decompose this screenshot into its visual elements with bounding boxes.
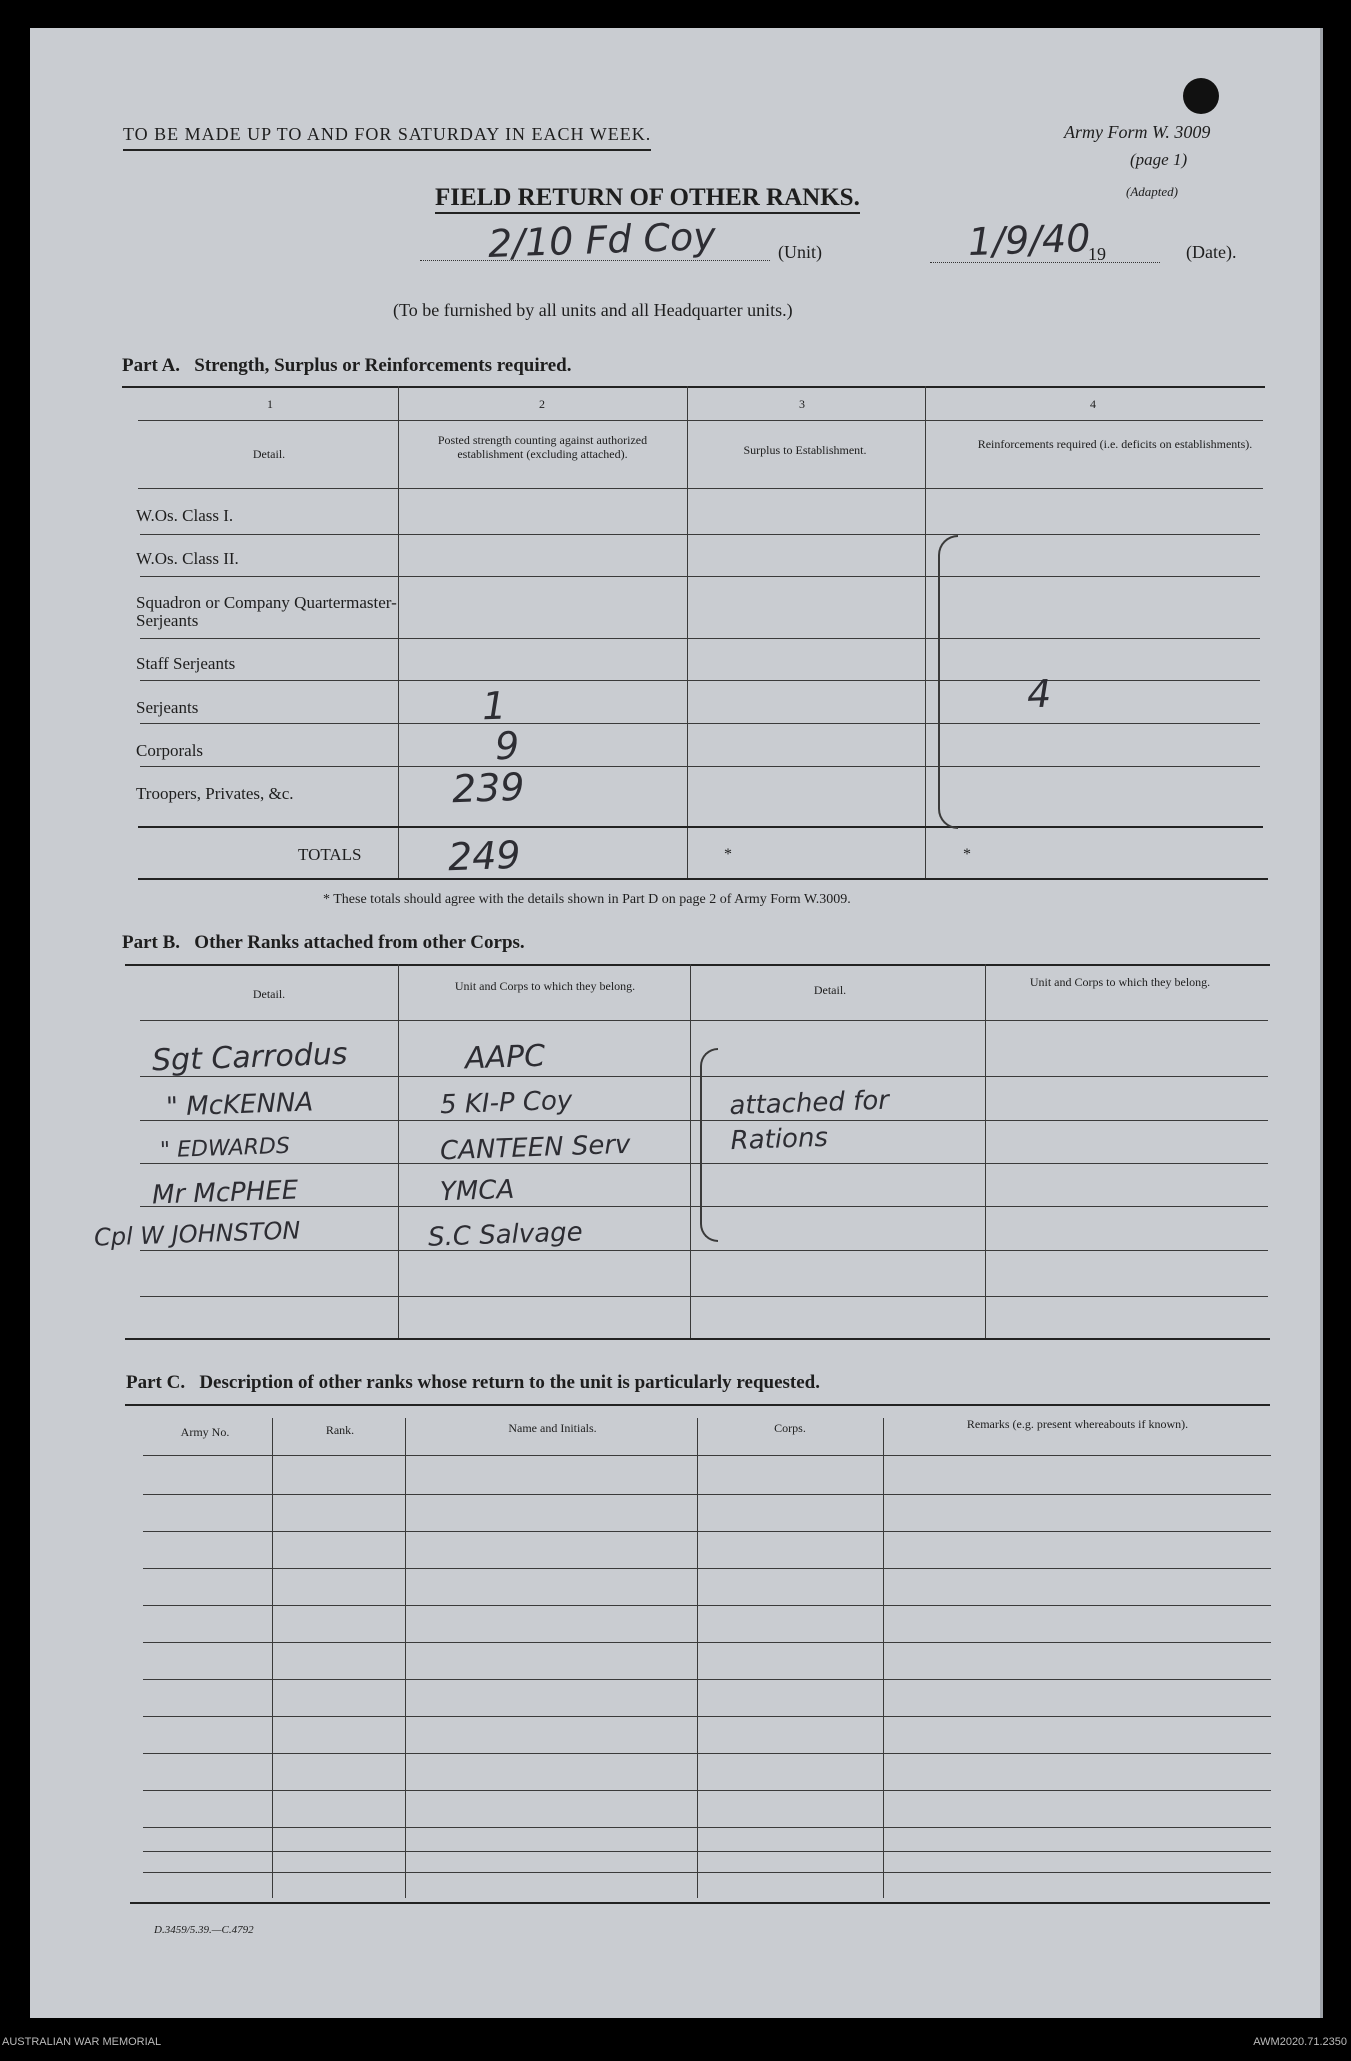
row-rule [143,1872,1271,1873]
col-number-4: 4 [1090,397,1096,411]
attached-detail-1: Sgt Carrodus [151,1036,348,1079]
page-number: (page 1) [1130,150,1188,169]
part-a-divider-1 [398,386,399,878]
part-c-top-rule [125,1404,1270,1406]
unit-label: (Unit) [778,242,822,262]
row-rule [143,1679,1271,1680]
part-b-bottom-rule [125,1338,1270,1340]
part-c-divider-2 [405,1418,406,1898]
part-a-totals-rule [138,826,1263,828]
part-c-divider-3 [697,1418,698,1898]
col-number-rule [138,420,1263,421]
posted-totals: 249 [447,832,522,880]
row-rule [140,1250,1268,1251]
row-rule [143,1753,1271,1754]
part-a-col-posted: Posted strength counting against authorized establishment (excluding attached). [437,433,648,461]
part-b-col-unit-1: Unit and Corps to which they belong. [454,979,636,993]
totals-label: TOTALS [298,845,362,864]
part-a-bottom-rule [138,878,1268,880]
attached-note: attached for Rations [728,1085,890,1157]
row-rule [140,680,1260,681]
row-label-staff-serjeants: Staff Serjeants [136,654,236,673]
part-c-col-corps: Corps. [774,1421,806,1435]
instruction-line: TO BE MADE UP TO AND FOR SATURDAY IN EACH WEEK. [123,124,651,151]
attached-unit-1: AAPC [464,1038,546,1077]
part-c-col-remarks: Remarks (e.g. present whereabouts if known). [966,1417,1189,1431]
adapted-label: (Adapted) [1126,184,1178,199]
unit-dotted-line [420,260,770,261]
attached-detail-2: " McKENNA [165,1087,314,1123]
part-b-col-detail-1: Detail. [252,987,286,1001]
row-rule [140,576,1260,577]
attached-unit-5: S.C Salvage [427,1217,584,1253]
footer-accession: AWM2020.71.2350 [1253,2036,1347,2048]
row-rule [143,1568,1271,1569]
row-rule [143,1827,1271,1828]
part-c-divider-1 [272,1418,273,1898]
row-rule [140,638,1260,639]
row-rule [143,1790,1271,1791]
footer-credit: AUSTRALIAN WAR MEMORIAL [2,2036,162,2048]
print-code: D.3459/5.39.—C.4792 [154,1924,254,1936]
furnish-note: (To be furnished by all units and all Headquarter units.) [393,300,793,320]
part-c-col-army-no: Army No. [180,1425,230,1439]
part-c-divider-4 [883,1418,884,1898]
date-label: (Date). [1186,242,1237,262]
row-rule [140,1296,1268,1297]
attached-unit-4: YMCA [439,1174,515,1208]
row-label-wo1: W.Os. Class I. [136,506,234,525]
unit-handwritten: 2/10 Fd Coy [487,214,717,266]
row-rule [143,1605,1271,1606]
part-b-top-rule [125,964,1270,966]
attached-detail-4: Mr McPHEE [151,1175,299,1211]
reinforcements-brace [938,535,958,829]
punch-hole [1183,78,1219,114]
surplus-asterisk: * [724,846,732,863]
part-c-header-rule [143,1455,1271,1456]
row-rule [140,766,1260,767]
part-b-col-unit-2: Unit and Corps to which they belong. [1029,975,1211,989]
date-dotted-line [930,262,1160,263]
part-a-heading: Part A. Strength, Surplus or Reinforcements required. [122,355,572,376]
form-title: FIELD RETURN OF OTHER RANKS. [435,184,860,214]
row-rule [143,1642,1271,1643]
row-rule [140,723,1260,724]
part-a-divider-2 [687,386,688,878]
attached-detail-3: " EDWARDS [159,1133,291,1164]
part-a-col-detail: Detail. [252,447,286,461]
posted-serjeants: 1 [481,683,507,729]
col-number-2: 2 [539,397,545,411]
part-c-bottom-rule [130,1902,1270,1904]
part-a-header-rule [138,488,1263,489]
row-label-serjeants: Serjeants [136,698,199,717]
row-rule [140,534,1260,535]
part-c-col-name: Name and Initials. [508,1421,597,1435]
form-sheet [30,28,1323,2018]
part-a-col-surplus: Surplus to Establishment. [743,443,867,457]
part-a-footnote: * These totals should agree with the details shown in Part D on page 2 of Army Form W.3009. [323,892,851,907]
part-a-col-reinforcements: Reinforcements required (i.e. deficits on establishments). [977,437,1253,451]
year-prefix: 19 [1088,244,1106,264]
part-c-heading: Part C. Description of other ranks whose return to the unit is particularly requested. [126,1372,820,1393]
row-rule [143,1716,1271,1717]
reinforcements-value: 4 [1026,671,1052,717]
part-b-col-detail-2: Detail. [813,983,847,997]
row-rule [143,1531,1271,1532]
row-label-cqms: Squadron or Company Quartermaster-Serjeants [136,593,397,630]
reinforcements-asterisk: * [963,846,971,863]
form-number: Army Form W. 3009 [1064,122,1211,142]
part-b-heading: Part B. Other Ranks attached from other Corps. [122,932,525,953]
part-a-divider-3 [925,386,926,878]
attached-detail-5: Cpl W JOHNSTON [93,1216,301,1252]
row-label-wo2: W.Os. Class II. [136,549,239,568]
row-rule [143,1851,1271,1852]
attached-unit-3: CANTEEN Serv [439,1129,631,1167]
col-number-1: 1 [267,397,273,411]
date-handwritten: 1/9/40 [967,215,1092,265]
posted-privates: 239 [451,764,526,812]
posted-corporals: 9 [494,723,520,769]
part-a-top-rule [122,386,1265,388]
row-rule [143,1494,1271,1495]
part-b-header-rule [140,1020,1268,1021]
attached-unit-2: 5 KI-P Coy [439,1085,573,1121]
part-c-col-rank: Rank. [325,1423,355,1437]
col-number-3: 3 [799,397,805,411]
attached-brace [700,1048,718,1242]
row-label-corporals: Corporals [136,741,204,760]
row-label-privates: Troopers, Privates, &c. [136,784,294,803]
